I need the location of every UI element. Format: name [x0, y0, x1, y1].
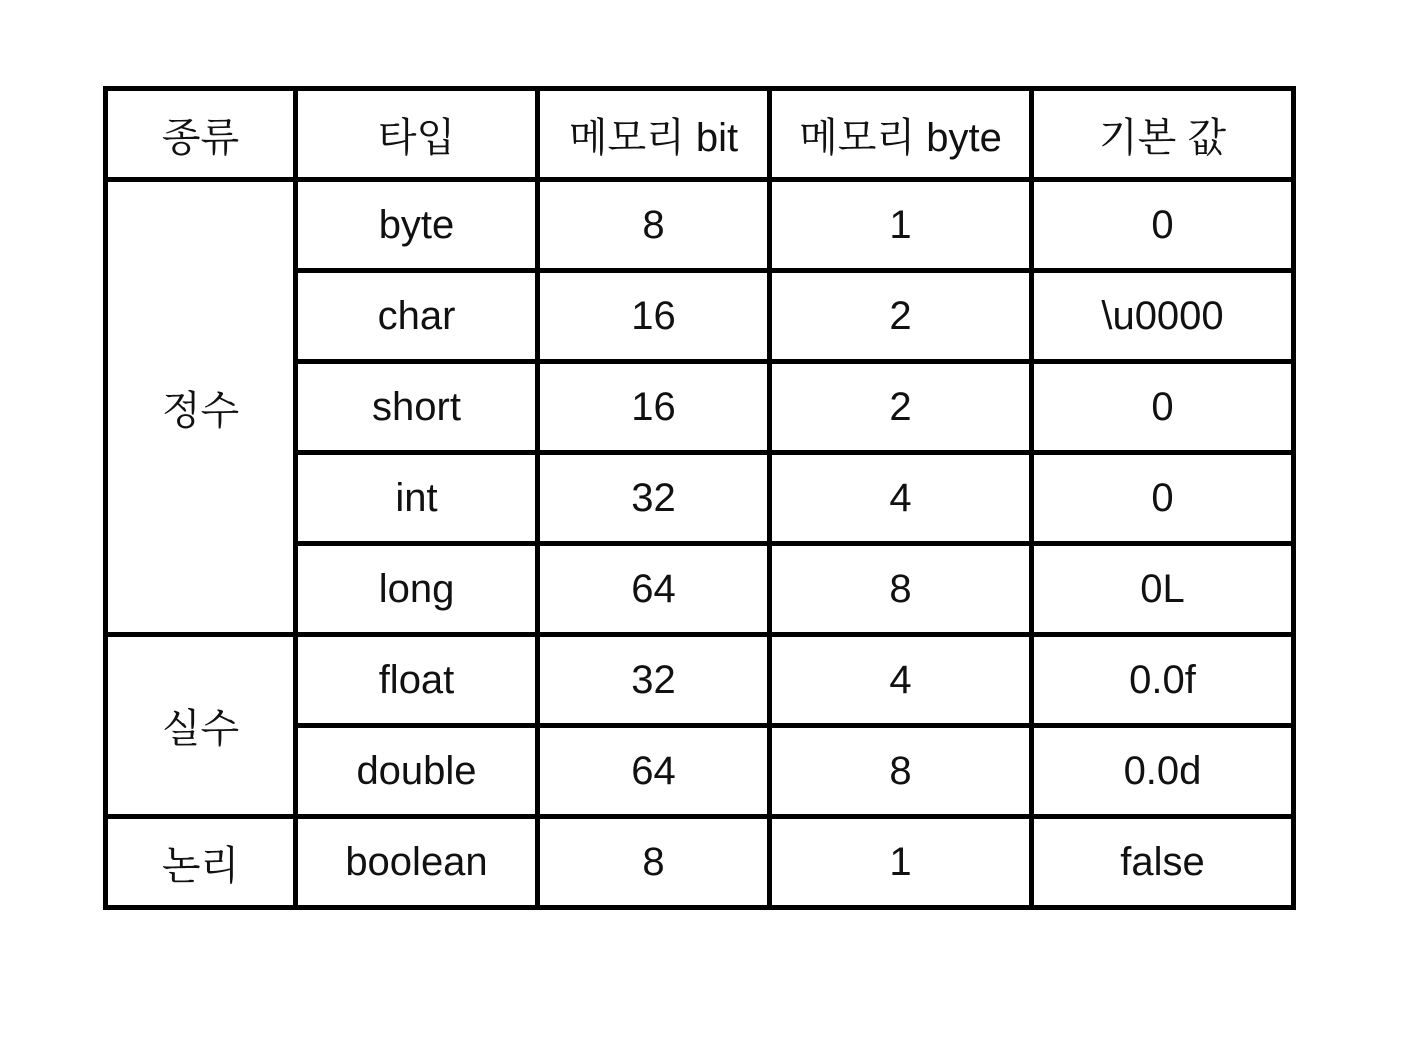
- header-memory-bit: 메모리 bit: [538, 89, 770, 180]
- default-cell: 0: [1032, 180, 1294, 271]
- default-cell: 0.0f: [1032, 635, 1294, 726]
- bytes-cell: 2: [770, 271, 1032, 362]
- category-cell-real: 실수: [106, 635, 296, 817]
- bits-cell: 32: [538, 635, 770, 726]
- type-cell: short: [296, 362, 538, 453]
- bits-cell: 64: [538, 544, 770, 635]
- bytes-cell: 2: [770, 362, 1032, 453]
- bytes-cell: 8: [770, 544, 1032, 635]
- default-cell: 0L: [1032, 544, 1294, 635]
- bits-cell: 32: [538, 453, 770, 544]
- bits-cell: 64: [538, 726, 770, 817]
- type-cell: byte: [296, 180, 538, 271]
- bytes-cell: 4: [770, 635, 1032, 726]
- default-cell: 0.0d: [1032, 726, 1294, 817]
- header-default-value: 기본 값: [1032, 89, 1294, 180]
- category-cell-logical: 논리: [106, 817, 296, 908]
- type-cell: float: [296, 635, 538, 726]
- type-cell: long: [296, 544, 538, 635]
- type-cell: int: [296, 453, 538, 544]
- header-row: [106, 89, 1294, 180]
- bits-cell: 16: [538, 271, 770, 362]
- type-cell: boolean: [296, 817, 538, 908]
- default-cell: 0: [1032, 453, 1294, 544]
- type-cell: char: [296, 271, 538, 362]
- data-types-table-container: [103, 86, 1296, 910]
- bytes-cell: 1: [770, 817, 1032, 908]
- bytes-cell: 8: [770, 726, 1032, 817]
- bits-cell: 16: [538, 362, 770, 453]
- header-category: 종류: [106, 89, 296, 180]
- type-cell: double: [296, 726, 538, 817]
- default-cell: false: [1032, 817, 1294, 908]
- table-row: [106, 817, 1294, 908]
- header-type: 타입: [296, 89, 538, 180]
- table-row: [106, 180, 1294, 271]
- bits-cell: 8: [538, 180, 770, 271]
- table-row: [106, 635, 1294, 726]
- category-cell-integer: 정수: [106, 180, 296, 635]
- bytes-cell: 4: [770, 453, 1032, 544]
- default-cell: 0: [1032, 362, 1294, 453]
- default-cell: \u0000: [1032, 271, 1294, 362]
- bits-cell: 8: [538, 817, 770, 908]
- bytes-cell: 1: [770, 180, 1032, 271]
- java-primitive-types-table: [103, 86, 1296, 910]
- header-memory-byte: 메모리 byte: [770, 89, 1032, 180]
